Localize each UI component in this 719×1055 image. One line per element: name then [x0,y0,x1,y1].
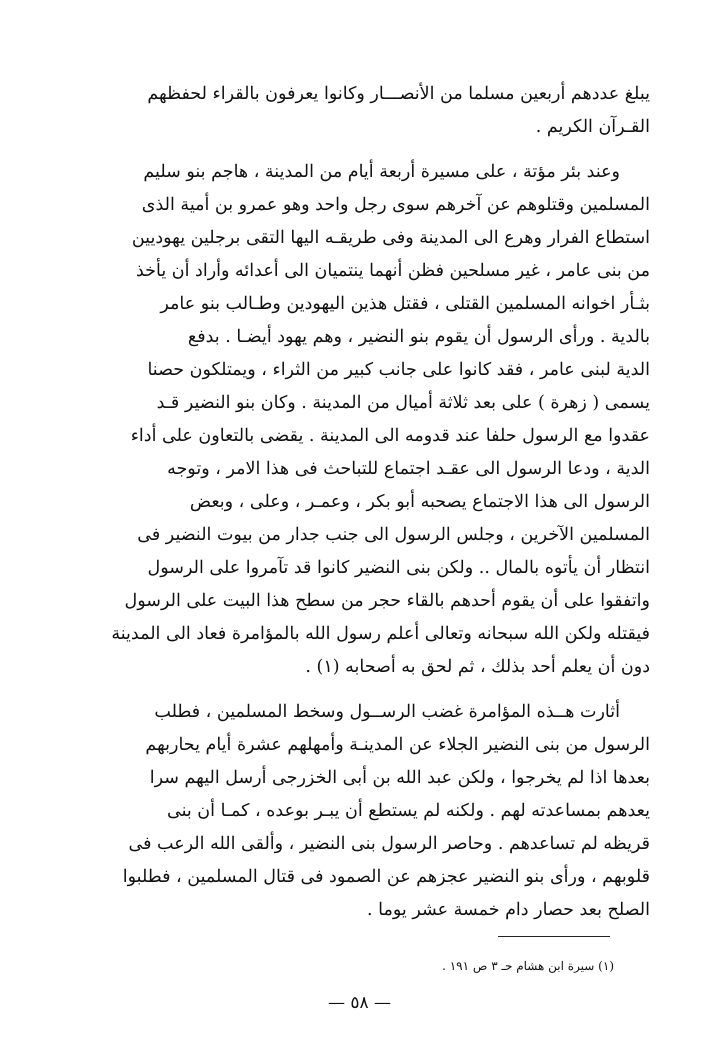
text-line: الرسول من بنى النضير الجلاء عن المدينـة وأمهلهم عشرة أيام يحاربهم [145,735,650,755]
text-line: قلوبهم ، ورأى بنو النضير عجزهم عن الصمود فى قتال المسلمين ، فطلبوا [122,867,650,887]
paragraph-2 [88,156,650,684]
text-line: من بنى عامر ، غير مسلحين فظن أنهما ينتميان الى أعدائه وأراد أن يأخذ [136,261,650,281]
text-line: يبلغ عددهم أربعين مسلما من الأنصـــار وكانوا يعرفون بالقراء لحفظهم [147,84,650,104]
text-line: استطاع الفرار وهرع الى المدينة وفى طريقـه اليها التقى برجلين يهوديين [131,228,650,248]
text-line: عقدوا مع الرسول حلفا عند قدومه الى المدينة . يقضى بالتعاون على أداء [130,426,650,446]
text-line: فيقتله ولكن الله سبحانه وتعالى أعلم رسول الله بالمؤامرة فعاد الى المدينة [111,624,650,644]
page-number: — ٥٨ — [327,993,392,1013]
text-line: المسلمين الآخرين ، وجلس الرسول الى جنب جدار من بيوت النضير فى [137,525,650,545]
text-line: القـرآن الكريم . [535,117,650,137]
text-line: انتظار أن يأتوه بالمال .. ولكن بنى النضير كانوا قد تآمروا على الرسول [147,558,650,578]
text-line: دون أن يعلم أحد بذلك ، ثم لحق به أصحابه (١) . [305,657,650,677]
text-line: بثـأر اخوانه المسلمين القتلى ، فقتل هذين اليهودين وطـالب بنو عامر [160,294,650,314]
text-line: الدية ، ودعا الرسول الى عقـد اجتماع للتباحث فى هذا الامر ، وتوجه [167,459,650,479]
text-line: المسلمين وقتلوهم عن آخرهم سوى رجل واحد وهو عمرو بن أمية الذى [141,195,650,215]
text-line: الرسول الى هذا الاجتماع يصحبه أبو بكر ، وعمـر ، وعلى ، وبعض [189,492,650,512]
text-line: بالدية . ورأى الرسول أن يقوم بنو النضير ، وهم يهود أيضـا . بدفع [187,327,650,347]
footnote: (١) سيرة ابن هشام حـ ٣ ص ١٩١ . [442,959,614,973]
body-text [88,78,650,939]
footnote-divider [498,936,610,937]
paragraph-3 [88,696,650,927]
text-line: واتفقوا على أن يقوم أحدهم بالقاء حجر من سطح هذا البيت على الرسول [124,591,650,611]
text-line: قريظه لم تساعدهم . وحاصر الرسول بنى النضير ، وألقى الله الرعب فى [128,834,650,854]
text-line: وعند بئر مؤتة ، على مسيرة أربعة أيام من المدينة ، هاجم بنو سليم [143,162,620,182]
text-line: أثارت هــذه المؤامرة غضب الرســول وسخط المسلمين ، فطلب [154,702,620,722]
text-line: بعدها اذا لم يخرجوا ، ولكن عبد الله بن أبى الخزرجى أرسل اليهم سرا [149,768,650,788]
paragraph-1 [88,78,650,144]
text-line: الصلح بعد حصار دام خمسة عشر يوما . [367,900,650,920]
text-line: يسمى ( زهرة ) على بعد ثلاثة أميال من المدينة . وكان بنو النضير قـد [156,393,650,413]
text-line: الدية لبنى عامر ، فقد كانوا على جانب كبير من الثراء ، ويمتلكون حصنا [147,360,650,380]
text-line: يعدهم بمساعدته لهم . ولكنه لم يستطع أن يبـر بوعده ، كمـا أن بنى [167,801,650,821]
